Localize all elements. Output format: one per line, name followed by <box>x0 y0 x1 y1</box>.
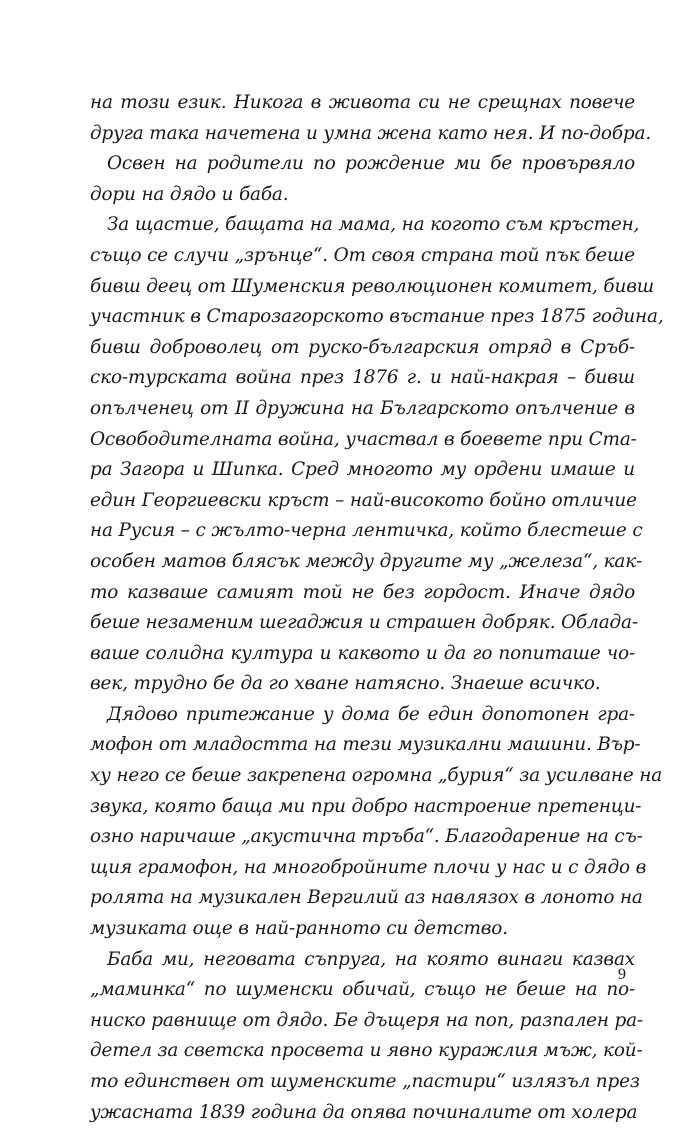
paragraph <box>90 210 664 700</box>
text-line: ра Загора и Шипка. Сред многото му ордени имаше и <box>90 459 635 481</box>
paragraph <box>90 945 644 1128</box>
text-line: ужасната 1839 година да опява починалите от холера <box>90 1101 638 1123</box>
text-line: ваше солидна култура и каквото и да го попиташе чо- <box>90 642 635 664</box>
text-line: то единствен от шуменските „пастири“ излязъл през <box>90 1071 640 1092</box>
text-line: особен матов блясък между другите му „железа“, как- <box>90 550 643 572</box>
text-line: озно наричаше „акустична тръба“. Благодарение на съ- <box>90 826 643 848</box>
text-line: ниско равнище от дядо. Бе дъщеря на поп, разпален ра- <box>90 1009 644 1031</box>
text-line: музиката още в най-ранното си детство. <box>90 918 508 940</box>
text-line: ролята на музикален Вергилий аз навлязох в лоното на <box>90 887 643 909</box>
paragraph <box>90 88 652 149</box>
text-line: на този език. Никога в живота си не срещнах повече <box>90 92 635 113</box>
paragraph <box>90 700 663 945</box>
text-line: на Русия – с жълто-черна лентичка, който блестеше с <box>90 520 643 542</box>
text-line: Освободителната война, участвал в боевете при Ста- <box>90 428 637 450</box>
text-line: друга така начетена и умна жена като нея. И по-добра. <box>90 122 652 144</box>
text-line: ху него се беше закрепена огромна „бурия“ за усилване на <box>90 765 663 787</box>
text-line: също се случи „зрънце“. От своя страна той пък беше <box>90 244 635 266</box>
text-line: опълченец от II дружина на Българското опълчение в <box>90 397 635 419</box>
text-line: участник в Старозагорското въстание през 1875 година, <box>90 306 664 328</box>
text-line: Дядово притежание у дома бе един допотопен гра- <box>107 703 635 725</box>
text-line: бивш доброволец от руско-българския отряд в Сръб- <box>90 336 635 358</box>
page-number: 9 <box>618 966 626 983</box>
text-line: За щастие, бащата на мама, на когото съм кръстен, <box>107 214 640 236</box>
text-line: „маминка“ по шуменски обичай, също не беше на по- <box>90 979 635 1001</box>
body-text <box>90 88 664 1128</box>
paragraph <box>90 149 635 210</box>
text-line: то казваше самият той не без гордост. Иначе дядо <box>90 581 635 603</box>
text-line: ско-турската война през 1876 г. и най-накрая – бивш <box>90 367 635 389</box>
text-line: беше незаменим шегаджия и страшен добряк. Облада- <box>90 612 638 634</box>
text-line: дори на дядо и баба. <box>90 183 289 205</box>
text-line: Баба ми, неговата съпруга, на която винаги казвах <box>107 948 635 970</box>
text-line: детел за светска просвета и явно куражлия мъж, кой- <box>90 1040 643 1062</box>
text-line: Освен на родители по рождение ми бе провървяло <box>107 153 635 175</box>
text-line: век, трудно бе да го хване натясно. Знаеше всичко. <box>90 673 601 695</box>
text-line: щия грамофон, на многобройните плочи у нас и с дядо в <box>90 856 647 878</box>
text-line: бивш деец от Шуменския революционен комитет, бивш <box>90 275 655 297</box>
text-line: един Георгиевски кръст – най-високото бойно отличие <box>90 489 637 511</box>
text-line: звука, която баща ми при добро настроение претенци- <box>90 795 642 817</box>
text-line: мофон от младостта на тези музикални машини. Вър- <box>90 734 641 756</box>
